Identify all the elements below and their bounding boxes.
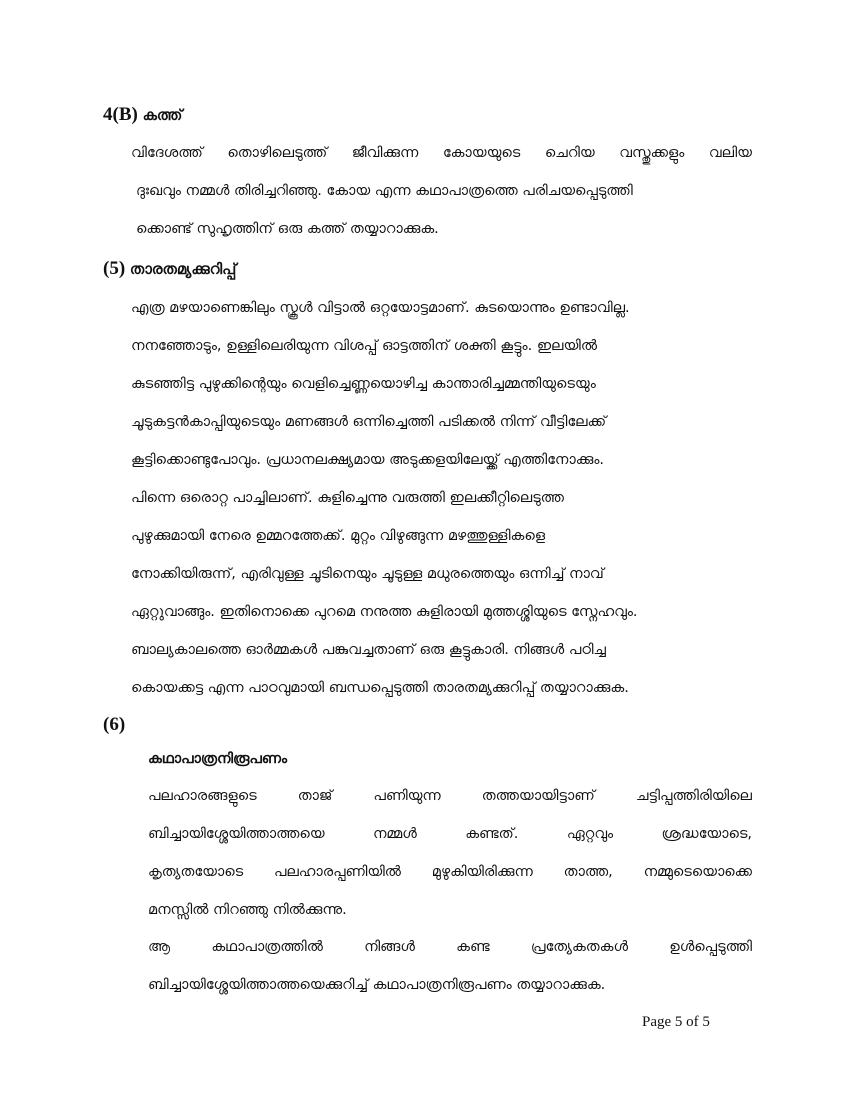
section-5-line: കുടഞ്ഞിട്ട പുഴുക്കിന്റെയും വെളിച്ചെണ്ണയൊഴിച്ച കാന്താരിച്ചമ്മന്തിയുടെയും	[131, 376, 596, 392]
word: താജ്	[297, 788, 333, 804]
section-6-title: കഥാപാത്രനിരൂപണം	[148, 751, 288, 767]
section-6-line	[148, 824, 752, 844]
word: പ്രത്യേകതകൾ	[530, 939, 629, 955]
word: കണ്ടത്.	[465, 826, 519, 842]
section-4b-line-2: ദുഃഖവും നമ്മൾ തിരിച്ചറിഞ്ഞു. കോയ എന്ന കഥാപാത്രത്തെ പരിചയപ്പെടുത്തി	[136, 183, 633, 199]
word: കഥാപാത്രത്തിൽ	[211, 939, 323, 955]
word: പലഹാരപ്പണിയിൽ	[274, 864, 401, 880]
section-6-line	[148, 937, 752, 957]
section-5-line: പിന്നെ ഒരൊറ്റ പാച്ചിലാണ്. കുളിച്ചെന്നു വരുത്തി ഇലക്കീറ്റിലെടുത്ത	[131, 490, 564, 506]
word: ബിച്ചായിശ്ശേയിത്താത്തയെ	[148, 826, 325, 842]
word: താത്ത,	[563, 864, 613, 880]
section-6-heading	[103, 714, 125, 736]
page-number: Page 5 of 5	[642, 1014, 710, 1030]
word: കോയയുടെ	[442, 145, 521, 161]
section-4b-heading	[103, 104, 182, 126]
word: ശ്രദ്ധയോടെ,	[661, 826, 752, 842]
word: പലഹാരങ്ങളുടെ	[148, 788, 257, 804]
section-4b-line-3: ക്കൊണ്ട് സുഹൃത്തിന് ഒരു കത്ത് തയ്യാറാക്കുക.	[136, 221, 439, 237]
section-6-number: (6)	[103, 714, 126, 735]
section-6-line	[148, 786, 752, 806]
word: തത്തയായിട്ടാണ്	[481, 788, 595, 804]
section-5-title: താരതമ്യക്കുറിപ്പ്	[129, 260, 237, 278]
word: മുഴുകിയിരിക്കുന്ന	[431, 864, 533, 880]
section-6-line: മനസ്സിൽ നിറഞ്ഞു നിൽക്കുന്നു.	[148, 902, 347, 918]
word: നമ്മൾ	[372, 826, 417, 842]
section-5-line: ബാല്യകാലത്തെ ഓർമ്മകൾ പങ്കുവച്ചതാണ് ഒരു കൂട്ടുകാരി. നിങ്ങൾ പഠിച്ച	[131, 642, 606, 658]
word: നിങ്ങൾ	[364, 939, 415, 955]
section-5-line: കൊയക്കട്ട എന്ന പാഠവുമായി ബന്ധപ്പെടുത്തി താരതമ്യക്കുറിപ്പ് തയ്യാറാക്കുക.	[131, 680, 629, 696]
section-5-number: (5)	[103, 258, 126, 279]
word: ഉൾപ്പെടുത്തി	[669, 939, 752, 955]
section-5-line: പുഴുക്കുമായി നേരെ ഉമ്മറത്തേക്ക്. മുറ്റം വിഴുങ്ങുന്ന മഴത്തുള്ളികളെ	[131, 528, 546, 544]
word: ആ	[148, 939, 171, 955]
section-4b-title: കത്ത്	[142, 106, 183, 124]
word: കൃത്യതയോടെ	[148, 864, 244, 880]
section-5-line: എത്ര മഴയാണെങ്കിലും സ്കൂൾ വിട്ടാൽ ഒറ്റയോട്ടമാണ്. കുടയൊന്നും ഉണ്ടാവില്ല.	[131, 300, 630, 316]
word: വസ്തുക്കളും	[619, 145, 685, 161]
section-5-heading	[103, 258, 236, 280]
word: പണിയുന്ന	[373, 788, 441, 804]
word: ചട്ടിപ്പത്തിരിയിലെ	[635, 788, 752, 804]
word: നമ്മുടെയൊക്കെ	[643, 864, 752, 880]
section-6-line: ബിച്ചായിശ്ശേയിത്താത്തയെക്കുറിച്ച് കഥാപാത്രനിരൂപണം തയ്യാറാക്കുക.	[148, 977, 606, 993]
word: വലിയ	[708, 145, 752, 161]
section-5-line: നനഞ്ഞോടും, ഉള്ളിലെരിയുന്ന വിശപ്പ് ഓട്ടത്തിന് ശക്തി കൂട്ടും. ഇലയിൽ	[131, 338, 597, 354]
section-6-line	[148, 862, 752, 882]
section-4b-line-1	[131, 143, 752, 163]
section-5-line: ഏറ്റുവാങ്ങും. ഇതിനൊക്കെ പുറമെ നനുത്ത കുളിരായി മുത്തശ്ശിയുടെ സ്നേഹവും.	[131, 604, 638, 620]
section-5-line: നോക്കിയിരുന്ന്, എരിവുള്ള ചൂടിനെയും ചൂടുള്ള മധുരത്തെയും ഒന്നിച്ച് നാവ്	[131, 566, 604, 582]
word: തൊഴിലെടുത്ത്	[227, 145, 328, 161]
word: കണ്ട	[456, 939, 490, 955]
section-4b-number: 4(B)	[103, 104, 138, 125]
word: ചെറിയ	[544, 145, 595, 161]
word: ജീവിക്കുന്ന	[351, 145, 419, 161]
word: ഏറ്റവും	[566, 826, 614, 842]
section-5-line: ചൂടുകട്ടൻകാപ്പിയുടെയും മണങ്ങൾ ഒന്നിച്ചെത്തി പടിക്കൽ നിന്ന് വീട്ടിലേക്ക്	[131, 414, 607, 430]
section-5-line: കൂട്ടിക്കൊണ്ടുപോവും. പ്രധാനലക്ഷ്യമായ അടുക്കളയിലേയ്ക്ക് എത്തിനോക്കും.	[131, 452, 605, 468]
word: വിദേശത്ത്	[131, 145, 203, 161]
